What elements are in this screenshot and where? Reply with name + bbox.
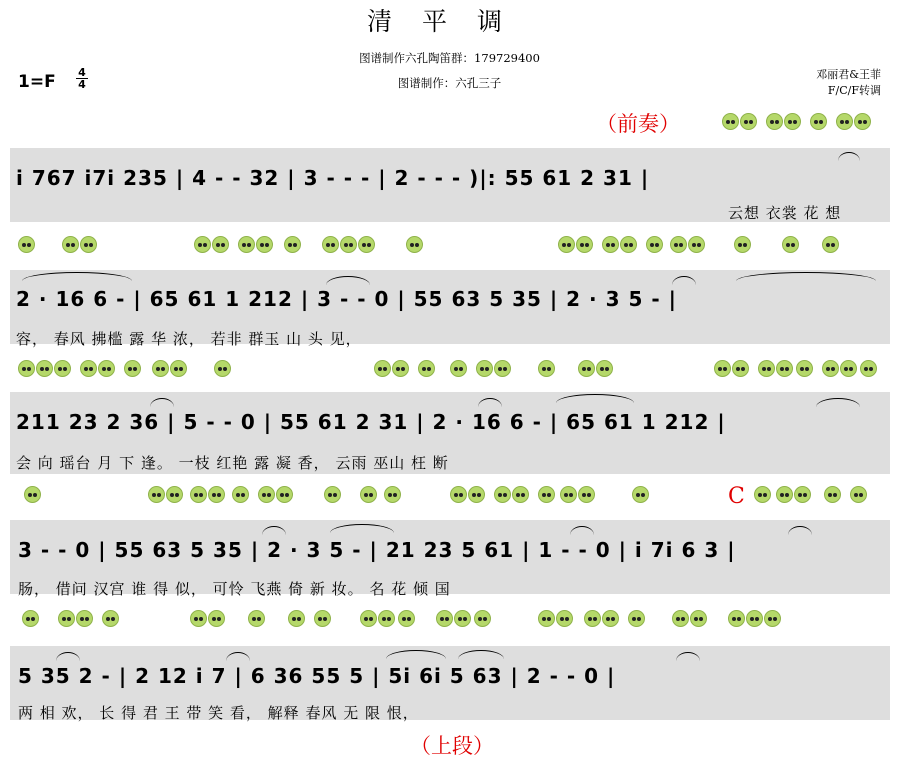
ocarina-hole-icon bbox=[340, 236, 357, 253]
lyrics-row-1: 云想 衣裳 花 想 bbox=[728, 204, 842, 222]
ocarina-hole-icon bbox=[18, 360, 35, 377]
ocarina-hole-icon bbox=[166, 486, 183, 503]
ocarina-hole-icon bbox=[576, 236, 593, 253]
ocarina-hole-icon bbox=[810, 113, 827, 130]
ocarina-hole-icon bbox=[58, 610, 75, 627]
notes-row-2: 2 · 16 6 - | 65 61 1 212 | 3 - - 0 | 55 63 5 35 | 2 · 3 5 - | bbox=[16, 287, 677, 311]
ocarina-hole-icon bbox=[374, 360, 391, 377]
ocarina-hole-icon bbox=[776, 360, 793, 377]
ocarina-hole-icon bbox=[468, 486, 485, 503]
ocarina-hole-icon bbox=[596, 360, 613, 377]
ocarina-hole-icon bbox=[822, 236, 839, 253]
ocarina-hole-icon bbox=[850, 486, 867, 503]
intro-label: （前奏） bbox=[596, 112, 680, 136]
notes-row-3: 211 23 2 36 | 5 - - 0 | 55 61 2 31 | 2 · 16 6 - | 65 61 1 212 | bbox=[16, 410, 726, 434]
ocarina-hole-icon bbox=[102, 610, 119, 627]
ocarina-hole-icon bbox=[728, 610, 745, 627]
ocarina-hole-icon bbox=[324, 486, 341, 503]
artists: 邓丽君&王菲 bbox=[816, 68, 881, 81]
ocarina-hole-icon bbox=[784, 113, 801, 130]
notes-row-1: i 767 i7i 235 | 4 - - 32 | 3 - - - | 2 - - - )|: 55 61 2 31 | bbox=[16, 166, 650, 190]
ocarina-hole-icon bbox=[258, 486, 275, 503]
ocarina-hole-icon bbox=[436, 610, 453, 627]
ocarina-hole-icon bbox=[360, 610, 377, 627]
ocarina-hole-icon bbox=[256, 236, 273, 253]
ocarina-hole-icon bbox=[190, 610, 207, 627]
ocarina-hole-icon bbox=[392, 360, 409, 377]
ocarina-hole-icon bbox=[212, 236, 229, 253]
ocarina-hole-icon bbox=[398, 610, 415, 627]
ocarina-hole-icon bbox=[194, 236, 211, 253]
ocarina-hole-icon bbox=[632, 486, 649, 503]
ocarina-hole-icon bbox=[764, 610, 781, 627]
ocarina-hole-icon bbox=[22, 610, 39, 627]
ocarina-hole-icon bbox=[214, 360, 231, 377]
ocarina-hole-icon bbox=[62, 236, 79, 253]
ocarina-hole-icon bbox=[558, 236, 575, 253]
ocarina-hole-icon bbox=[714, 360, 731, 377]
ocarina-hole-icon bbox=[418, 360, 435, 377]
ocarina-hole-icon bbox=[190, 486, 207, 503]
ocarina-hole-icon bbox=[512, 486, 529, 503]
ocarina-hole-icon bbox=[360, 486, 377, 503]
ocarina-hole-icon bbox=[98, 360, 115, 377]
ocarina-hole-icon bbox=[238, 236, 255, 253]
ocarina-hole-icon bbox=[672, 610, 689, 627]
ocarina-hole-icon bbox=[824, 486, 841, 503]
ocarina-hole-icon bbox=[454, 610, 471, 627]
ocarina-hole-icon bbox=[406, 236, 423, 253]
lyrics-row-2: 容， 春风 拂槛 露 华 浓， 若非 群玉 山 头 见， bbox=[16, 330, 362, 348]
ocarina-hole-icon bbox=[794, 486, 811, 503]
ocarina-hole-icon bbox=[734, 236, 751, 253]
ocarina-hole-icon bbox=[584, 610, 601, 627]
ocarina-hole-icon bbox=[24, 486, 41, 503]
ocarina-hole-icon bbox=[776, 486, 793, 503]
ocarina-hole-icon bbox=[796, 360, 813, 377]
ocarina-hole-icon bbox=[322, 236, 339, 253]
key-signature: 1=F bbox=[18, 72, 56, 92]
ocarina-hole-icon bbox=[474, 610, 491, 627]
ocarina-hole-icon bbox=[628, 610, 645, 627]
ocarina-hole-icon bbox=[620, 236, 637, 253]
ocarina-hole-icon bbox=[76, 610, 93, 627]
ocarina-hole-icon bbox=[36, 360, 53, 377]
ocarina-hole-icon bbox=[54, 360, 71, 377]
time-signature bbox=[76, 67, 88, 90]
ocarina-hole-icon bbox=[358, 236, 375, 253]
ocarina-hole-icon bbox=[538, 610, 555, 627]
ocarina-hole-icon bbox=[840, 360, 857, 377]
notes-row-4: 3 - - 0 | 55 63 5 35 | 2 · 3 5 - | 21 23 5 61 | 1 - - 0 | i 7i 6 3 | bbox=[18, 538, 736, 562]
ocarina-hole-icon bbox=[476, 360, 493, 377]
ocarina-hole-icon bbox=[148, 486, 165, 503]
ocarina-hole-icon bbox=[860, 360, 877, 377]
notes-row-5: 5 35 2 - | 2 12 i 7 | 6 36 55 5 | 5i 6i 5 63 | 2 - - 0 | bbox=[18, 664, 616, 688]
ocarina-hole-icon bbox=[746, 610, 763, 627]
ocarina-hole-icon bbox=[538, 486, 555, 503]
ocarina-hole-icon bbox=[288, 610, 305, 627]
ocarina-hole-icon bbox=[722, 113, 739, 130]
time-signature-bottom: 4 bbox=[78, 78, 86, 91]
ocarina-hole-icon bbox=[124, 360, 141, 377]
ocarina-hole-icon bbox=[450, 486, 467, 503]
subtitle-author: 图谱制作：六孔三子 bbox=[397, 76, 502, 90]
ocarina-hole-icon bbox=[80, 360, 97, 377]
transpose-note: F/C/F转调 bbox=[827, 84, 881, 97]
ocarina-hole-icon bbox=[646, 236, 663, 253]
ocarina-hole-icon bbox=[494, 486, 511, 503]
ocarina-hole-icon bbox=[314, 610, 331, 627]
ocarina-hole-icon bbox=[854, 113, 871, 130]
ocarina-hole-icon bbox=[602, 610, 619, 627]
song-title: 清平调 bbox=[366, 7, 532, 36]
ocarina-hole-icon bbox=[560, 486, 577, 503]
ocarina-hole-icon bbox=[208, 610, 225, 627]
ocarina-hole-icon bbox=[248, 610, 265, 627]
ocarina-hole-icon bbox=[766, 113, 783, 130]
ocarina-hole-icon bbox=[80, 236, 97, 253]
ocarina-hole-icon bbox=[276, 486, 293, 503]
ocarina-hole-icon bbox=[670, 236, 687, 253]
ocarina-hole-icon bbox=[232, 486, 249, 503]
ocarina-hole-icon bbox=[538, 360, 555, 377]
lyrics-row-5: 两 相 欢， 长 得 君 王 带 笑 看， 解释 春风 无 限 恨， bbox=[18, 704, 419, 722]
ocarina-hole-icon bbox=[754, 486, 771, 503]
ocarina-hole-icon bbox=[494, 360, 511, 377]
ocarina-hole-icon bbox=[758, 360, 775, 377]
ocarina-hole-icon bbox=[732, 360, 749, 377]
ocarina-hole-icon bbox=[836, 113, 853, 130]
time-signature-top: 4 bbox=[78, 66, 86, 79]
ocarina-hole-icon bbox=[378, 610, 395, 627]
lyrics-row-3: 会 向 瑶台 月 下 逢。 一枝 红艳 露 凝 香， 云雨 巫山 枉 断 bbox=[16, 454, 449, 472]
ocarina-hole-icon bbox=[450, 360, 467, 377]
ocarina-hole-icon bbox=[602, 236, 619, 253]
verse-label: （上段） bbox=[410, 734, 494, 758]
ocarina-hole-icon bbox=[208, 486, 225, 503]
ocarina-hole-icon bbox=[782, 236, 799, 253]
ocarina-hole-icon bbox=[690, 610, 707, 627]
ocarina-hole-icon bbox=[578, 486, 595, 503]
ocarina-hole-icon bbox=[284, 236, 301, 253]
lyrics-row-4: 肠， 借问 汉宫 谁 得 似， 可怜 飞燕 倚 新 妆。 名 花 倾 国 bbox=[18, 580, 451, 598]
ocarina-hole-icon bbox=[688, 236, 705, 253]
ocarina-hole-icon bbox=[556, 610, 573, 627]
ocarina-hole-icon bbox=[822, 360, 839, 377]
ocarina-hole-icon bbox=[18, 236, 35, 253]
section-c-label: C bbox=[728, 484, 745, 509]
ocarina-hole-icon bbox=[578, 360, 595, 377]
subtitle-group: 图谱制作六孔陶笛群：179729400 bbox=[359, 51, 540, 65]
ocarina-hole-icon bbox=[740, 113, 757, 130]
ocarina-hole-icon bbox=[170, 360, 187, 377]
ocarina-hole-icon bbox=[384, 486, 401, 503]
ocarina-hole-icon bbox=[152, 360, 169, 377]
